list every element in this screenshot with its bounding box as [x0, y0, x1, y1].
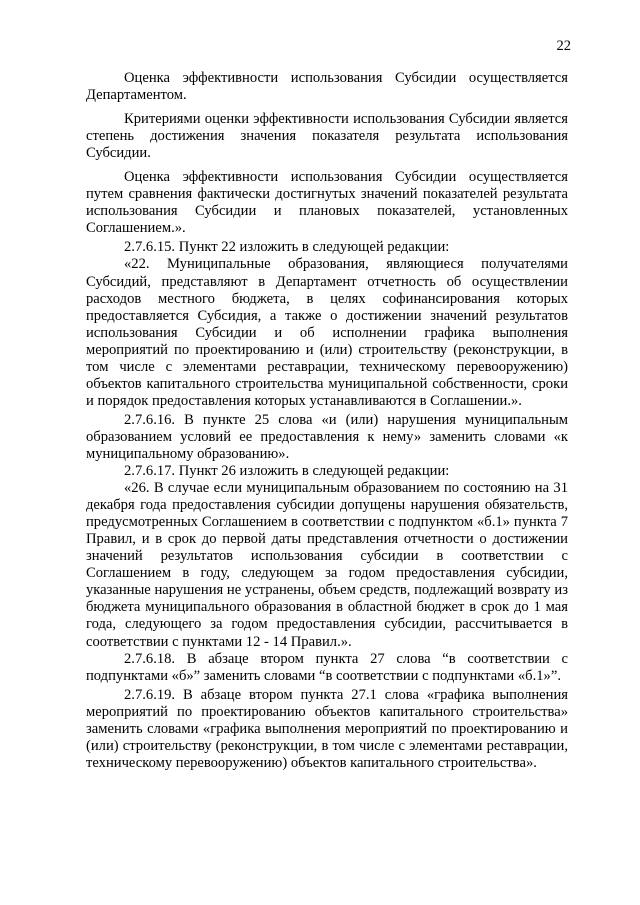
- paragraph-evaluation-department: Оценка эффективности использования Субсидии осуществляется Департаментом.: [86, 70, 568, 104]
- paragraph-item-2-7-6-17: 2.7.6.17. Пункт 26 изложить в следующей редакции:: [124, 463, 450, 480]
- paragraph-evaluation-criteria: Критериями оценки эффективности использования Субсидии является степень достижения значения показателя результата использования Субсидии.: [86, 111, 568, 162]
- paragraph-item-2-7-6-19: 2.7.6.19. В абзаце втором пункта 27.1 слова «графика выполнения мероприятий по проектированию объектов капитального строительства» заменить словами «графика выполнения мероприятий по проектированию и (или) строительству (реконструкции, в том числе с элементами реставрации, техническому перевооружению) объектов капитального строительства».: [86, 686, 568, 771]
- paragraph-clause-26: «26. В случае если муниципальным образованием по состоянию на 31 декабря года предоставления субсидии допущены нарушения обязательств, предусмотренных Соглашением в соответствии с подпунктом «б.1» пункта 7 Правил, и в срок до первой даты представления отчетности о достижении значений результатов использования субсидии в соответствии с Соглашением в году, следующем за годом предоставления субсидии, указанные нарушения не устранены, объем средств, подлежащий возврату из бюджета муниципального образования в областной бюджет в срок до 1 мая года, следующего за годом предоставления субсидии, рассчитывается в соответствии с пунктами 12 - 14 Правил.».: [86, 480, 568, 650]
- paragraph-item-2-7-6-16: 2.7.6.16. В пункте 25 слова «и (или) нарушения муниципальным образованием условий ее предоставления к нему» заменить словами «к муниципальному образованию».: [86, 411, 568, 462]
- page-number: 22: [556, 38, 571, 54]
- paragraph-evaluation-method: Оценка эффективности использования Субсидии осуществляется путем сравнения фактически достигнутых значений показателей результата использования Субсидии и плановых показателей, установленных Соглашением.».: [86, 169, 568, 237]
- paragraph-clause-22: «22. Муниципальные образования, являющиеся получателями Субсидий, представляют в Департамент отчетность об осуществлении расходов местного бюджета, в целях софинансирования которых предоставляется Субсидия, а также о достижении значений результатов использования Субсидии и об исполнении графика выполнения мероприятий по проектированию и (или) строительству (реконструкции, в том числе с элементами реставрации, техническому перевооружению) объектов капитального строительства муниципальной собственности, сроки и порядок предоставления которых устанавливаются в Соглашении.».: [86, 256, 568, 409]
- document-body: [86, 70, 568, 772]
- paragraph-item-2-7-6-18: 2.7.6.18. В абзаце втором пункта 27 слова “в соответствии с подпунктами «б»” заменить словами “в соответствии с подпунктами «б.1»”.: [86, 650, 568, 684]
- paragraph-item-2-7-6-15: 2.7.6.15. Пункт 22 изложить в следующей редакции:: [124, 239, 450, 256]
